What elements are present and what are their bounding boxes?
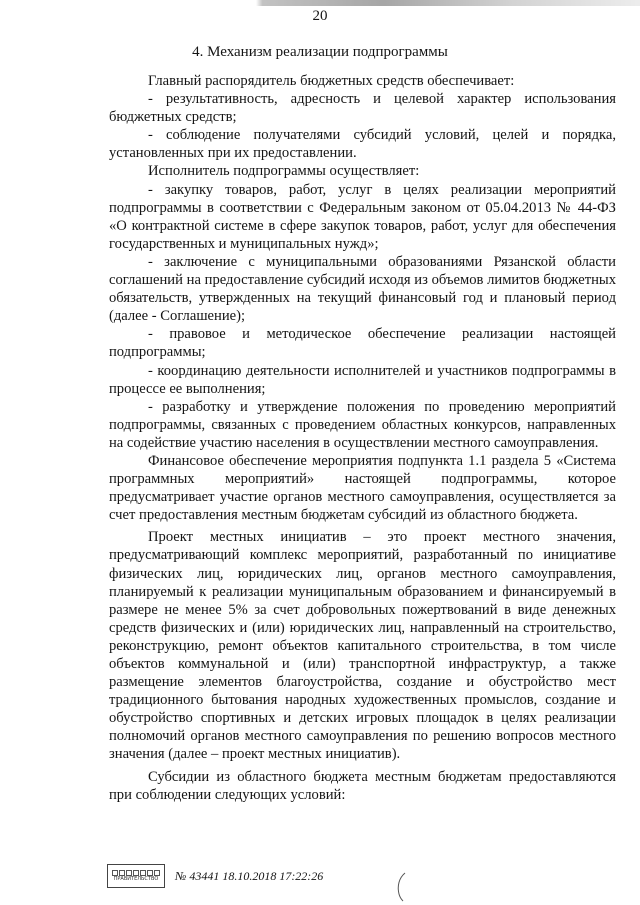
page-number: 20 xyxy=(312,8,328,24)
paragraph: - соблюдение получателями субсидий условий, целей и порядка, установленных при их предоставлении. xyxy=(109,127,616,162)
paragraph: - заключение с муниципальными образованиями Рязанской области соглашений на предоставление субсидий исходя из объемов лимитов бюджетных обязательств, утвержденных на текущий финансовый год и плановый период (далее - Соглашение); xyxy=(109,253,616,325)
paragraph: - результативность, адресность и целевой характер использования бюджетных средств; xyxy=(109,91,616,126)
document-number: № 43441 18.10.2018 17:22:26 xyxy=(175,868,324,883)
section-title: 4. Механизм реализации подпрограммы xyxy=(192,44,448,60)
registration-stamp-icon xyxy=(107,864,165,888)
paragraph: Субсидии из областного бюджета местным бюджетам предоставляются при соблюдении следующих условий: xyxy=(109,768,616,803)
scan-edge xyxy=(0,0,640,6)
paragraph: - правовое и методическое обеспечение реализации настоящей подпрограммы; xyxy=(109,326,616,361)
paragraph: Финансовое обеспечение мероприятия подпункта 1.1 раздела 5 «Система программных мероприятий» настоящей подпрограммы, которое предусматривает участие органов местного самоуправления, осуществляется за счет предоставления местным бюджетам субсидий из областного бюджета. xyxy=(109,452,616,524)
paragraph: Исполнитель подпрограммы осуществляет: xyxy=(148,163,420,180)
paragraph: Главный распорядитель бюджетных средств обеспечивает: xyxy=(148,73,515,89)
paragraph: - закупку товаров, работ, услуг в целях реализации мероприятий подпрограммы в соответствии с Федеральным законом от 05.04.2013 № 44-ФЗ «О контрактной системе в сфере закупок товаров, работ, услуг для обеспечения государственных и муниципальных нужд»; xyxy=(109,181,616,252)
paragraph: - разработку и утверждение положения по проведению мероприятий подпрограммы, связанных с проведением областных конкурсов, направленных на содействие участию населения в осуществлении местного самоуправления. xyxy=(109,398,616,451)
signature-mark-icon xyxy=(393,872,413,902)
footer xyxy=(107,864,323,888)
document-body xyxy=(109,72,616,804)
paragraph: Проект местных инициатив – это проект местного значения, предусматривающий комплекс мероприятий, разработанный по инициативе физических лиц, юридических лиц, органов местного самоуправления, планируемый к реализации муниципальным образованием и финансируемый в размере не менее 5% за счет добровольных пожертвований в виде денежных средств физических и (или) юридических лиц, направленный на строительство, реконструкцию, ремонт объектов капитального строительства, в том числе объектов коммунальной и (или) транспортной инфраструктур, а также размещение элементов благоустройства, создание и обустройство мест традиционного бытования народных художественных промыслов, создание и обустройство спортивных и детских игровых площадок в целях реализации полномочий органов местного самоуправления по решению вопросов местного значения (далее – проект местных инициатив). xyxy=(109,529,616,763)
paragraph: - координацию деятельности исполнителей и участников подпрограммы в процессе ее выполнения; xyxy=(109,362,616,397)
stamp-text: ПРАВИТЕЛЬСТВО xyxy=(113,876,159,882)
